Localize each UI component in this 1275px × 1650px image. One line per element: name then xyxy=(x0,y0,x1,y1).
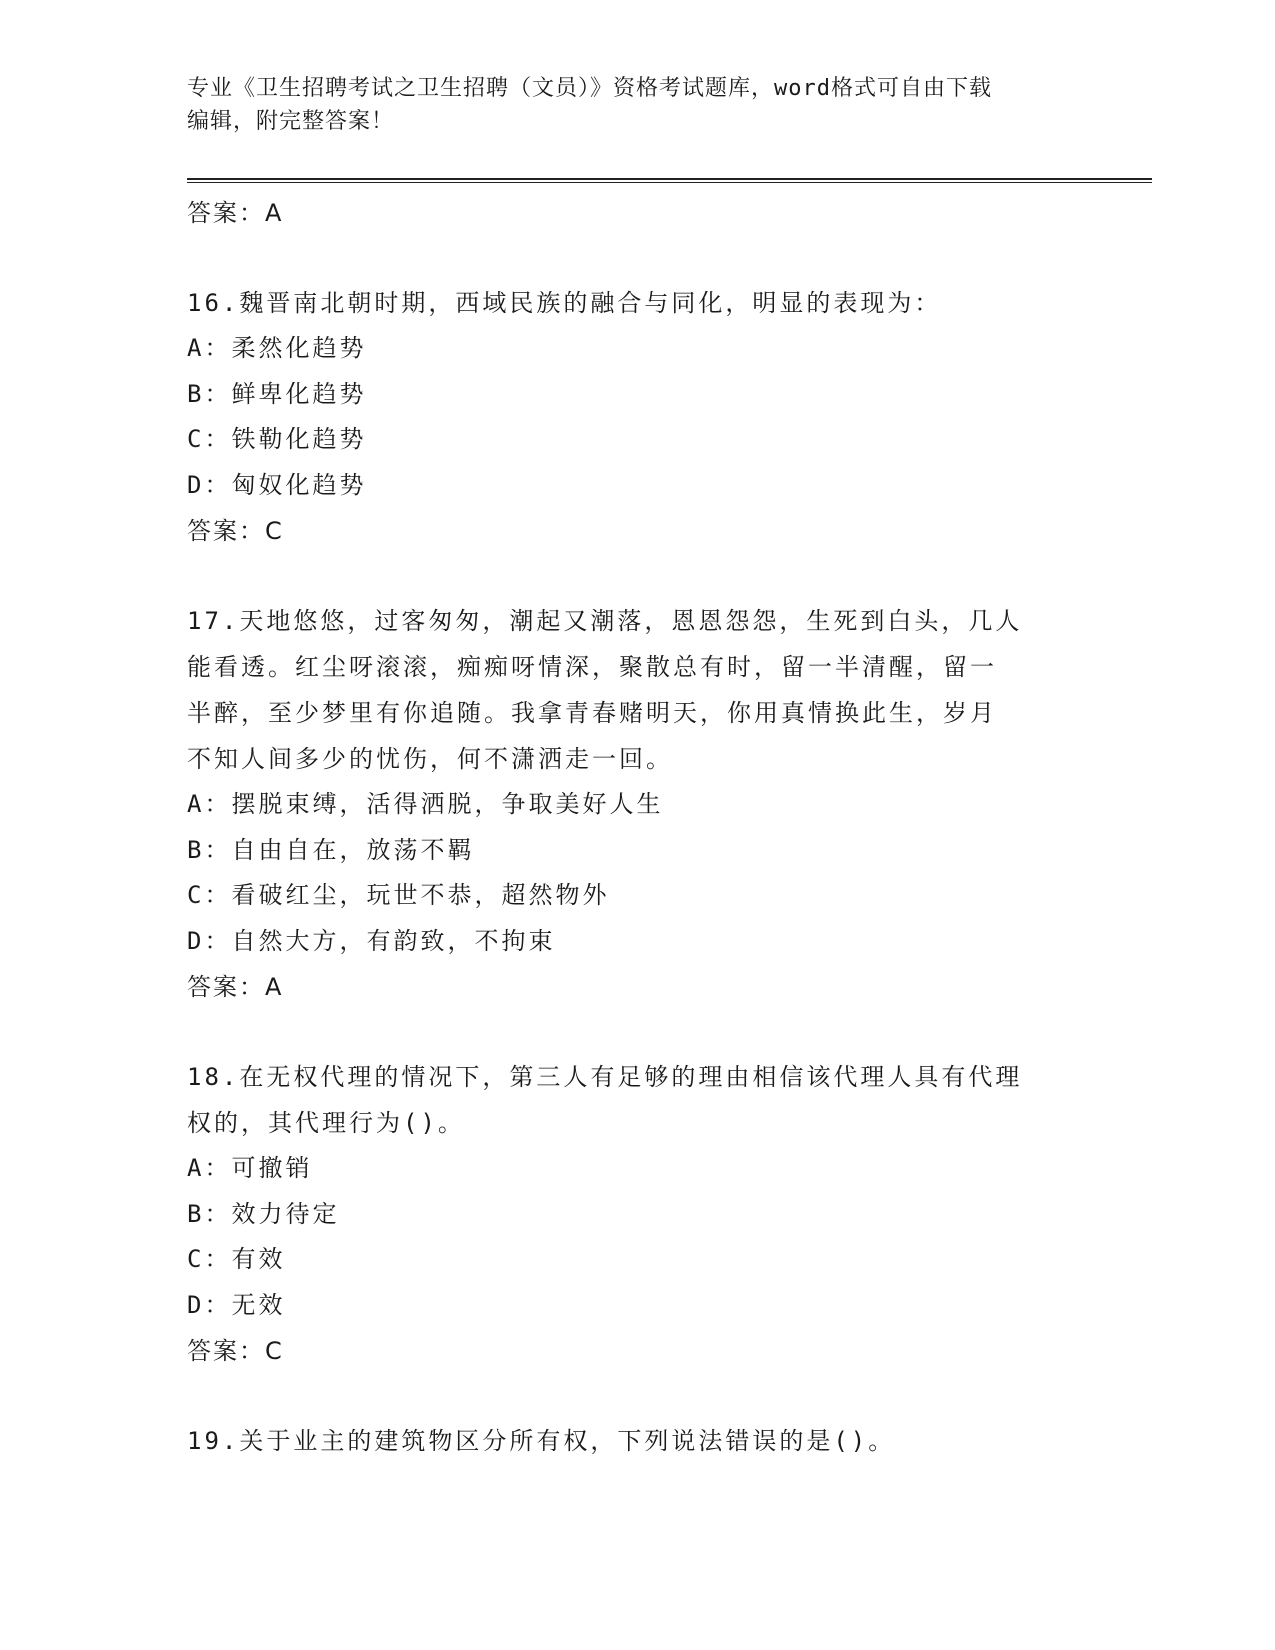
question-list xyxy=(187,190,1067,1464)
question-stem-line: 17.天地悠悠，过客匆匆，潮起又潮落，恩恩怨怨，生死到白头，几人 xyxy=(187,607,1023,635)
option-a: A：柔然化趋势 xyxy=(187,334,367,362)
question-19 xyxy=(187,1418,1067,1464)
answer-line: 答案：A xyxy=(187,973,284,1001)
question-stem-line: 不知人间多少的忧伤，何不潇洒走一回。 xyxy=(187,745,673,773)
answer-line: 答案：A xyxy=(187,199,284,227)
option-a: A：摆脱束缚，活得洒脱，争取美好人生 xyxy=(187,790,664,818)
question-18 xyxy=(187,1054,1067,1374)
question-stem: 16.魏晋南北朝时期，西域民族的融合与同化，明显的表现为： xyxy=(187,289,942,317)
question-stem-line: 权的，其代理行为()。 xyxy=(187,1109,465,1137)
question-17 xyxy=(187,598,1067,1010)
question-16 xyxy=(187,280,1067,554)
option-b: B：效力待定 xyxy=(187,1199,340,1228)
option-d: D：无效 xyxy=(187,1290,286,1319)
question-stem: 19.关于业主的建筑物区分所有权，下列说法错误的是()。 xyxy=(187,1427,896,1455)
option-b: B：鲜卑化趋势 xyxy=(187,379,367,408)
option-c: C：看破红尘，玩世不恭，超然物外 xyxy=(187,881,610,909)
option-a: A：可撤销 xyxy=(187,1154,313,1182)
answer-line: 答案：C xyxy=(187,517,284,545)
option-c: C：铁勒化趋势 xyxy=(187,425,367,453)
question-stem-line: 能看透。红尘呀滚滚，痴痴呀情深，聚散总有时，留一半清醒，留一 xyxy=(187,653,997,681)
option-c: C：有效 xyxy=(187,1245,286,1273)
answer-line: 答案：C xyxy=(187,1337,284,1365)
header-line-2: 编辑，附完整答案！ xyxy=(187,109,395,134)
document-header xyxy=(187,72,1067,138)
header-divider-thick xyxy=(187,178,1152,180)
question-stem-line: 半醉，至少梦里有你追随。我拿青春赌明天，你用真情换此生，岁月 xyxy=(187,699,997,727)
option-b: B：自由自在，放荡不羁 xyxy=(187,835,475,864)
question-stem-line: 18.在无权代理的情况下，第三人有足够的理由相信该代理人具有代理 xyxy=(187,1063,1023,1091)
header-line-1: 专业《卫生招聘考试之卫生招聘（文员）》资格考试题库，word格式可自由下载 xyxy=(187,76,992,101)
header-divider-thin xyxy=(187,182,1152,183)
option-d: D：匈奴化趋势 xyxy=(187,470,367,499)
option-d: D：自然大方，有韵致，不拘束 xyxy=(187,926,556,955)
